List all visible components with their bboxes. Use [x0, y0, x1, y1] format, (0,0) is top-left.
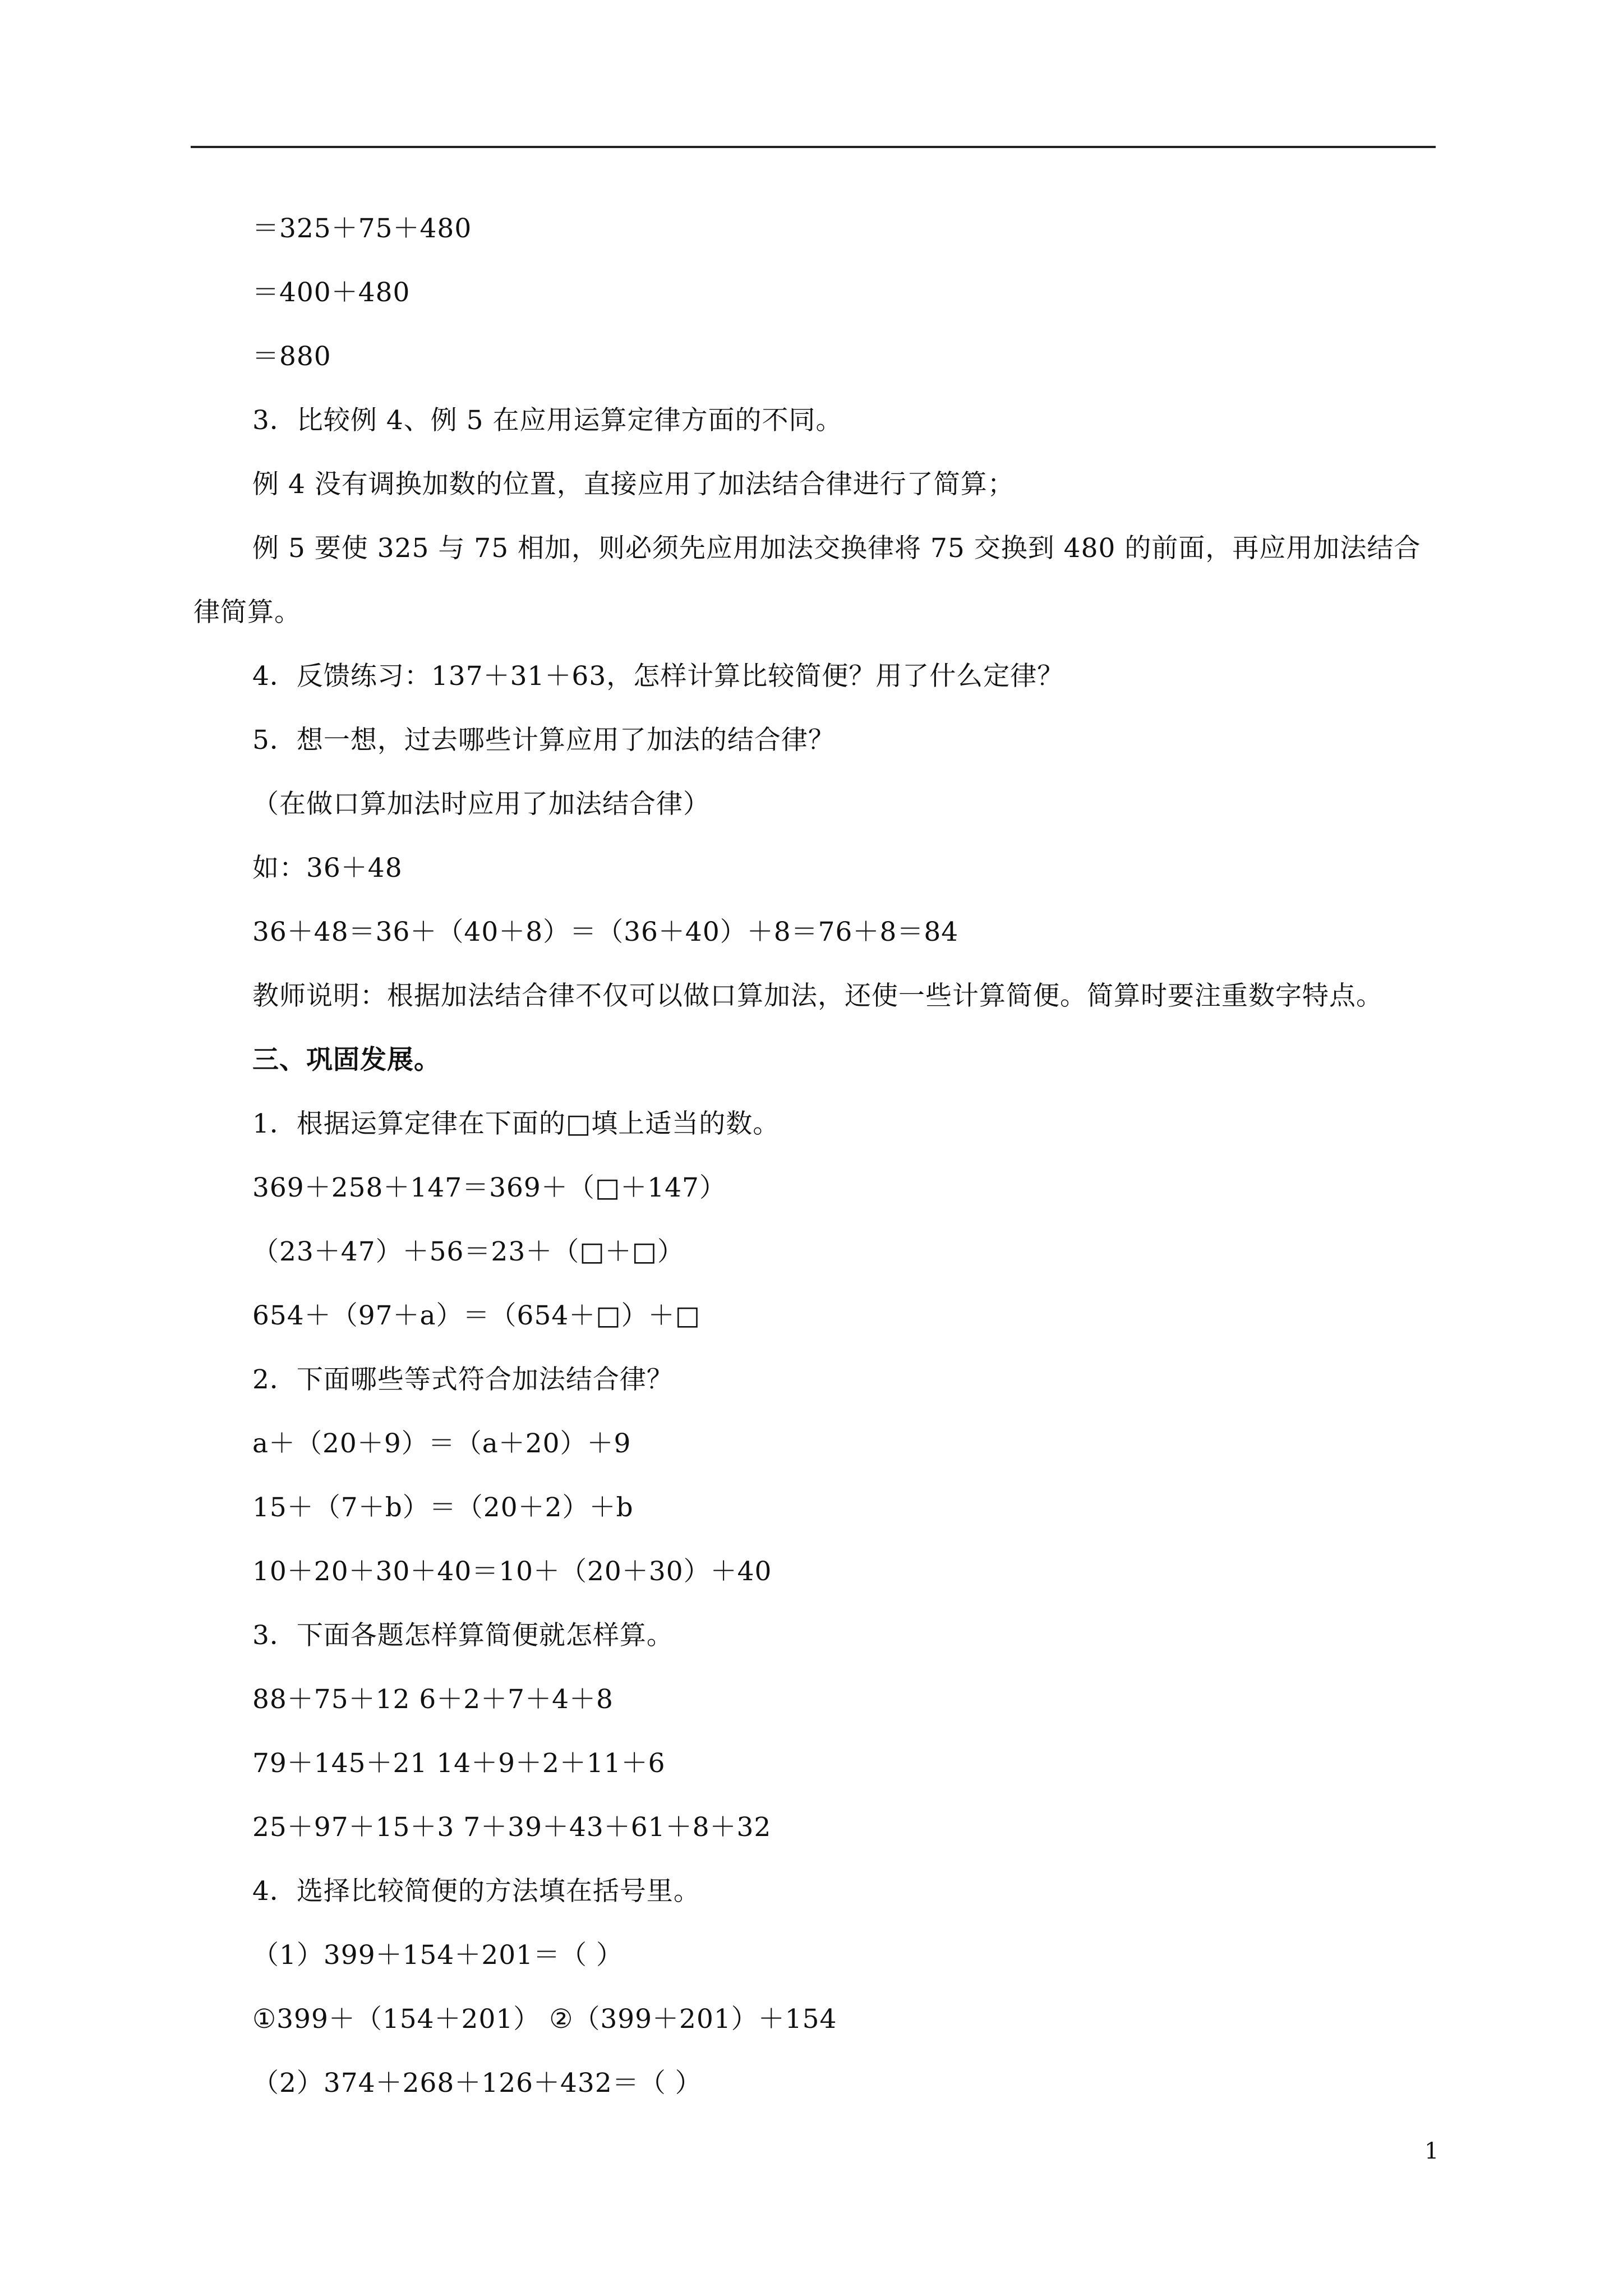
text-paragraph: （在做口算加法时应用了加法结合律）: [252, 789, 710, 820]
equation-line: 88＋75＋12 6＋2＋7＋4＋8: [252, 1684, 614, 1715]
equation-line: 79＋145＋21 14＋9＋2＋11＋6: [252, 1748, 666, 1779]
text-paragraph: 例 4 没有调换加数的位置，直接应用了加法结合律进行了简算；: [252, 469, 1015, 500]
text-paragraph: 4．选择比较简便的方法填在括号里。: [252, 1876, 700, 1907]
equation-line: 25＋97＋15＋3 7＋39＋43＋61＋8＋32: [252, 1812, 772, 1843]
equation-line: 369＋258＋147＝369＋（□＋147）: [252, 1172, 726, 1203]
text-paragraph: 3．下面各题怎样算简便就怎样算。: [252, 1620, 674, 1651]
equation-line: （1）399＋154＋201＝（ ）: [252, 1940, 623, 1971]
text-paragraph: 1．根据运算定律在下面的□填上适当的数。: [252, 1108, 780, 1139]
equation-line: 10＋20＋30＋40＝10＋（20＋30）＋40: [252, 1556, 772, 1587]
text-paragraph: 4．反馈练习：137＋31＋63，怎样计算比较简便？用了什么定律？: [252, 661, 1064, 692]
equation-line: ＝880: [252, 341, 331, 372]
equation-line: a＋（20＋9）＝（a＋20）＋9: [252, 1428, 631, 1459]
text-paragraph: 3．比较例 4、例 5 在应用运算定律方面的不同。: [252, 405, 843, 436]
equation-line: （23＋47）＋56＝23＋（□＋□）: [252, 1236, 685, 1267]
text-paragraph: 例 5 要使 325 与 75 相加，则必须先应用加法交换律将 75 交换到 480 的前面，再应用加法结合: [252, 533, 1421, 564]
equation-line: （2）374＋268＋126＋432＝（ ）: [252, 2068, 702, 2099]
section-heading: 三、巩固发展。: [252, 1045, 441, 1075]
text-paragraph: 教师说明：根据加法结合律不仅可以做口算加法，还使一些计算简便。简算时要注重数字特点。: [252, 981, 1383, 1011]
equation-line: ＝325＋75＋480: [252, 213, 472, 244]
text-paragraph: 5．想一想，过去哪些计算应用了加法的结合律？: [252, 725, 835, 756]
equation-line: ＝400＋480: [252, 277, 411, 308]
equation-line: 15＋（7＋b）＝（20＋2）＋b: [252, 1492, 634, 1523]
text-paragraph: 如：36＋48: [252, 853, 403, 884]
equation-line: ①399＋（154＋201） ②（399＋201）＋154: [252, 2004, 837, 2035]
equation-line: 654＋（97＋a）＝（654＋□）＋□: [252, 1300, 701, 1331]
text-paragraph: 2．下面哪些等式符合加法结合律？: [252, 1364, 674, 1395]
text-paragraph: 律简算。: [193, 597, 301, 628]
page-number: 1: [1424, 2138, 1439, 2164]
equation-line: 36＋48＝36＋（40＋8）＝（36＋40）＋8＝76＋8＝84: [252, 917, 959, 947]
